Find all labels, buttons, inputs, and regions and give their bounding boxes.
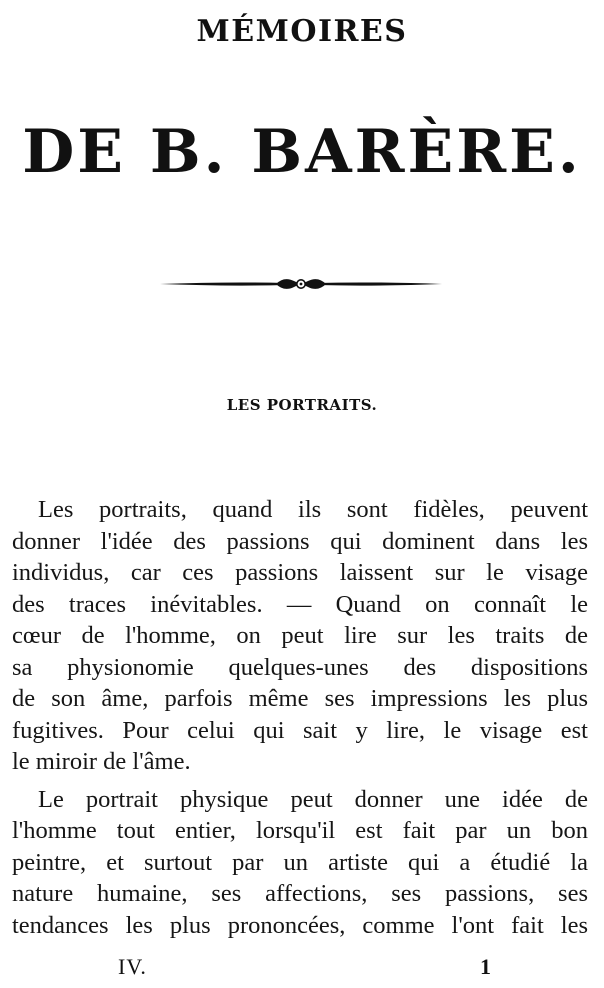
text-line: sa physionomie quelques-unes des dispositions — [12, 653, 588, 681]
section-heading: LES PORTRAITS. — [226, 396, 378, 414]
text-line: Les portraits, quand ils sont fidèles, peuvent — [38, 496, 588, 523]
text-line: donner l'idée des passions qui dominent dans les — [12, 527, 588, 555]
text-line: individus, car ces passions laissent sur le visage — [12, 559, 588, 586]
running-title: MÉMOIRES — [196, 14, 408, 49]
body-text — [12, 494, 588, 941]
decorative-rule-icon — [158, 272, 444, 296]
text-line: cœur de l'homme, on peut lire sur les traits de — [12, 622, 588, 649]
text-line: tendances les plus prononcées, comme l'ont fait les — [12, 911, 588, 939]
page-title: DE B. BARÈRE. — [22, 117, 582, 187]
signature-mark: IV. — [118, 954, 147, 979]
text-line: nature humaine, ses affections, ses passions, ses — [12, 880, 588, 907]
text-line: des traces inévitables. — Quand on connaît le — [12, 590, 588, 618]
text-line: peintre, et surtout par un artiste qui a étudié la — [12, 848, 588, 876]
page-number: 1 — [480, 954, 491, 979]
page-footer — [0, 954, 604, 984]
text-line: fugitives. Pour celui qui sait y lire, le visage est — [12, 716, 588, 744]
text-line: de son âme, parfois même ses impressions les plus — [12, 685, 588, 712]
text-line: le miroir de l'âme. — [12, 748, 191, 775]
text-line: l'homme tout entier, lorsqu'il est fait par un bon — [12, 817, 588, 844]
text-line: Le portrait physique peut donner une idée de — [38, 785, 588, 813]
